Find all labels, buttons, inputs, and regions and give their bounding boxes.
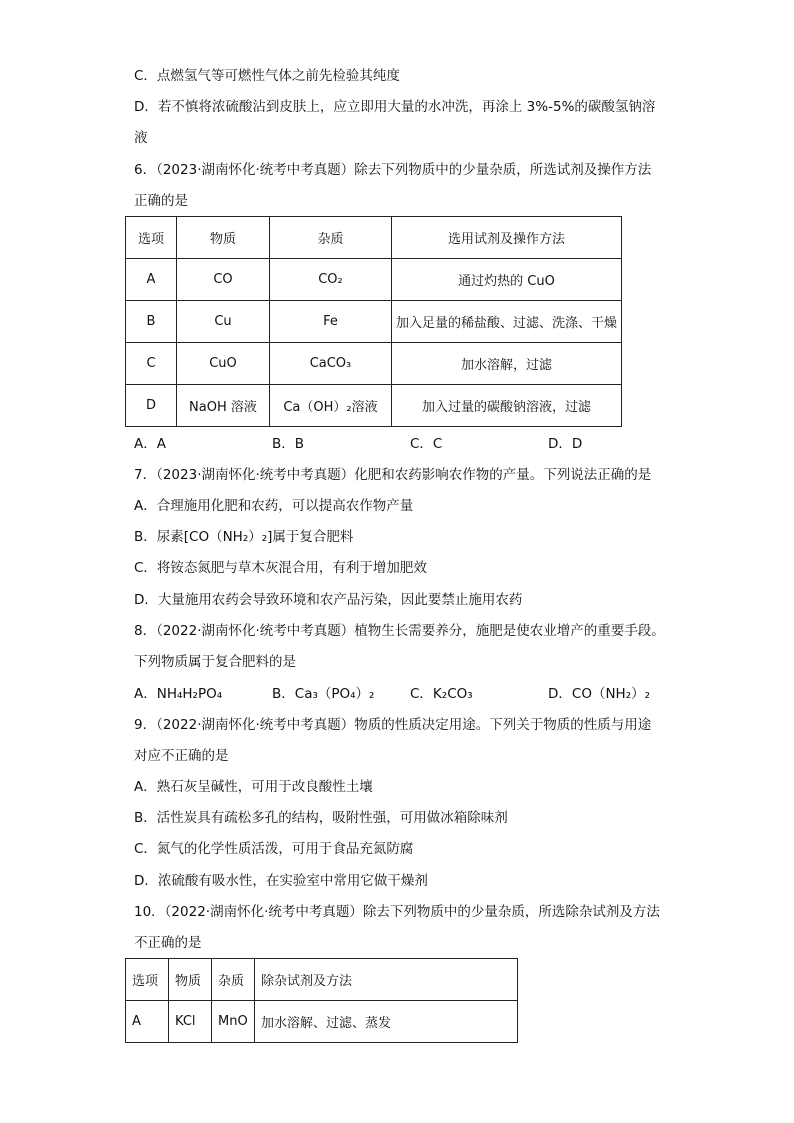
- q7-stem: 7．（2023·湖南怀化·统考中考真题）化肥和农药影响农作物的产量。下列说法正确的是: [134, 467, 652, 483]
- q8-option-c: C．K₂CO₃: [410, 686, 473, 702]
- q8-option-d: D．CO（NH₂）₂: [548, 686, 651, 702]
- q10-stem-line1: 10．（2022·湖南怀化·统考中考真题）除去下列物质中的少量杂质，所选除杂试剂及方法: [134, 904, 660, 920]
- q8-option-b: B．Ca₃（PO₄）₂: [272, 686, 375, 702]
- table-header-cell: 除杂试剂及方法: [255, 959, 518, 1001]
- table-cell: C: [126, 343, 177, 385]
- table-header-row: [126, 959, 518, 1001]
- table-cell: CuO: [176, 343, 269, 385]
- table-header-cell: 选用试剂及操作方法: [391, 217, 621, 259]
- q5-option-d-line1: D．若不慎将浓硫酸沾到皮肤上，应立即用大量的水冲洗，再涂上 3%-5%的碳酸氢钠溶: [134, 99, 656, 115]
- table-header-cell: 选项: [126, 959, 169, 1001]
- table-row: [126, 343, 622, 385]
- q5-option-d-line2: 液: [134, 130, 148, 146]
- q6-option-d: D．D: [548, 436, 583, 452]
- table-cell: CaCO₃: [269, 343, 391, 385]
- table-header-cell: 杂质: [269, 217, 391, 259]
- table-cell: KCl: [169, 1001, 212, 1043]
- table-cell: B: [126, 301, 177, 343]
- table-cell: CO: [176, 259, 269, 301]
- table-row: [126, 1001, 518, 1043]
- q5-option-c: C．点燃氢气等可燃性气体之前先检验其纯度: [134, 68, 400, 84]
- table-cell: 加入过量的碳酸钠溶液，过滤: [391, 385, 621, 427]
- q7-option-a: A．合理施用化肥和农药，可以提高农作物产量: [134, 498, 414, 514]
- q6-option-c: C．C: [410, 436, 443, 452]
- table-header-cell: 选项: [126, 217, 177, 259]
- q6-table: [125, 216, 622, 427]
- q9-option-b: B．活性炭具有疏松多孔的结构，吸附性强，可用做冰箱除味剂: [134, 810, 508, 826]
- q6-option-b: B．B: [272, 436, 305, 452]
- q9-stem-line2: 对应不正确的是: [134, 748, 229, 764]
- table-cell: Fe: [269, 301, 391, 343]
- q7-option-c: C．将铵态氮肥与草木灰混合用，有利于增加肥效: [134, 560, 427, 576]
- q8-stem-line2: 下列物质属于复合肥料的是: [134, 654, 296, 670]
- table-cell: NaOH 溶液: [176, 385, 269, 427]
- table-cell: A: [126, 1001, 169, 1043]
- table-row: [126, 259, 622, 301]
- q9-stem-line1: 9．（2022·湖南怀化·统考中考真题）物质的性质决定用途。下列关于物质的性质与用途: [134, 717, 652, 733]
- q10-stem-line2: 不正确的是: [134, 935, 202, 951]
- table-cell: 通过灼热的 CuO: [391, 259, 621, 301]
- table-cell: D: [126, 385, 177, 427]
- table-cell: 加入足量的稀盐酸、过滤、洗涤、干燥: [391, 301, 621, 343]
- table-cell: CO₂: [269, 259, 391, 301]
- table-header-cell: 物质: [176, 217, 269, 259]
- table-cell: A: [126, 259, 177, 301]
- table-row: [126, 301, 622, 343]
- q6-stem-line1: 6．（2023·湖南怀化·统考中考真题）除去下列物质中的少量杂质，所选试剂及操作方法: [134, 162, 652, 178]
- q6-stem-line2: 正确的是: [134, 193, 188, 209]
- table-header-cell: 杂质: [212, 959, 255, 1001]
- q8-option-a: A．NH₄H₂PO₄: [134, 686, 223, 702]
- q10-table: [125, 958, 518, 1043]
- table-cell: MnO: [212, 1001, 255, 1043]
- table-cell: Cu: [176, 301, 269, 343]
- q7-option-b: B．尿素[CO（NH₂）₂]属于复合肥料: [134, 529, 354, 545]
- table-cell: 加水溶解、过滤、蒸发: [255, 1001, 518, 1043]
- table-cell: 加水溶解，过滤: [391, 343, 621, 385]
- q7-option-d: D．大量施用农药会导致环境和农产品污染，因此要禁止施用农药: [134, 592, 523, 608]
- q9-option-d: D．浓硫酸有吸水性，在实验室中常用它做干燥剂: [134, 873, 428, 889]
- table-header-cell: 物质: [169, 959, 212, 1001]
- table-cell: Ca（OH）₂溶液: [269, 385, 391, 427]
- q6-option-a: A．A: [134, 436, 166, 452]
- table-header-row: [126, 217, 622, 259]
- table-row: [126, 385, 622, 427]
- q9-option-a: A．熟石灰呈碱性，可用于改良酸性土壤: [134, 779, 373, 795]
- q9-option-c: C．氮气的化学性质活泼，可用于食品充氮防腐: [134, 841, 414, 857]
- q8-stem-line1: 8．（2022·湖南怀化·统考中考真题）植物生长需要养分，施肥是使农业增产的重要手段。: [134, 623, 665, 639]
